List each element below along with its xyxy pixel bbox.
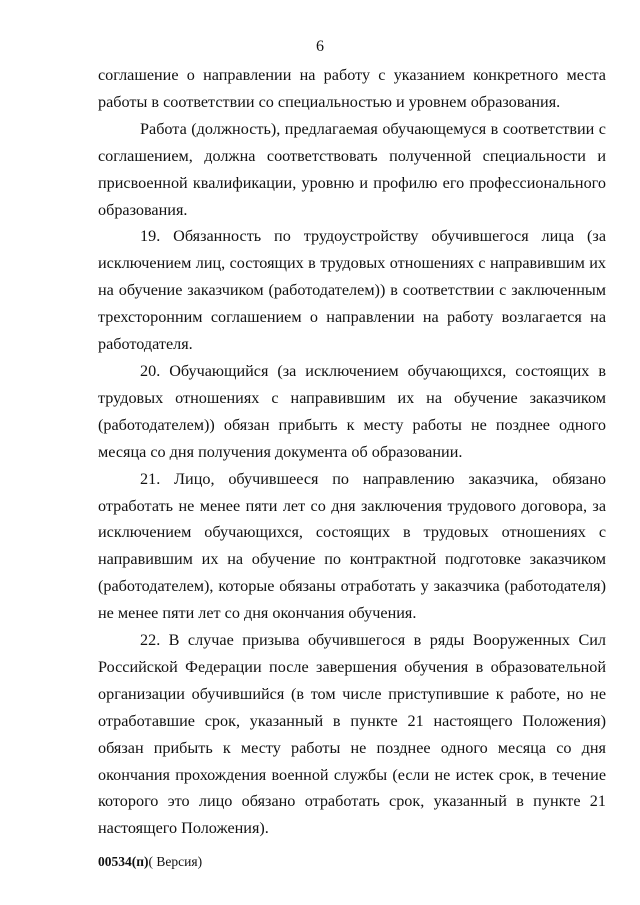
page-number: 6 — [316, 38, 324, 55]
version-label: ( Версия) — [148, 854, 203, 869]
document-body — [98, 62, 606, 842]
paragraph-item-20: 20. Обучающийся (за исключением обучающихся, состоящих в трудовых отношениях с направившим их на обучение заказчиком (работодателем)) обязан прибыть к месту работы не позднее одного месяца со дня получения документа об образовании. — [98, 361, 606, 461]
paragraph-item-21: 21. Лицо, обучившееся по направлению заказчика, обязано отработать не менее пяти лет со дня заключения трудового договора, за исключением обучающихся, состоящих в трудовых отношениях с направившим их на обучение по контрактной подготовке заказчиком (работодателем), которые обязаны отработать у заказчика (работодателя) не менее пяти лет со дня окончания обучения. — [98, 469, 606, 623]
paragraph-work-position: Работа (должность), предлагаемая обучающемуся в соответствии с соглашением, должна соответствовать полученной специальности и присвоенной квалификации, уровню и профилю его профессионального образования. — [98, 119, 606, 219]
document-code: 00534(п) — [98, 854, 149, 869]
paragraph-continuation: соглашение о направлении на работу с указанием конкретного места работы в соответствии со специальностью и уровнем образования. — [98, 66, 606, 111]
paragraph-item-19: 19. Обязанность по трудоустройству обучившегося лица (за исключением лиц, состоящих в трудовых отношениях с направившим их на обучение заказчиком (работодателем)) в соответствии с заключенным трехсторонним соглашением о направлении на работу возлагается на работодателя. — [98, 227, 606, 354]
paragraph-item-22: 22. В случае призыва обучившегося в ряды Вооруженных Сил Российской Федерации после завершения обучения в образовательной организации обучившийся (в том числе приступившие к работе, но не отработавшие срок, указанный в пункте 21 настоящего Положения) обязан прибыть к месту работы не позднее одного месяца со дня окончания прохождения военной службы (если не истек срок, в течение которого это лицо обязано отработать срок, указанный в пункте 21 настоящего Положения). — [98, 631, 606, 838]
document-footer — [98, 854, 202, 870]
